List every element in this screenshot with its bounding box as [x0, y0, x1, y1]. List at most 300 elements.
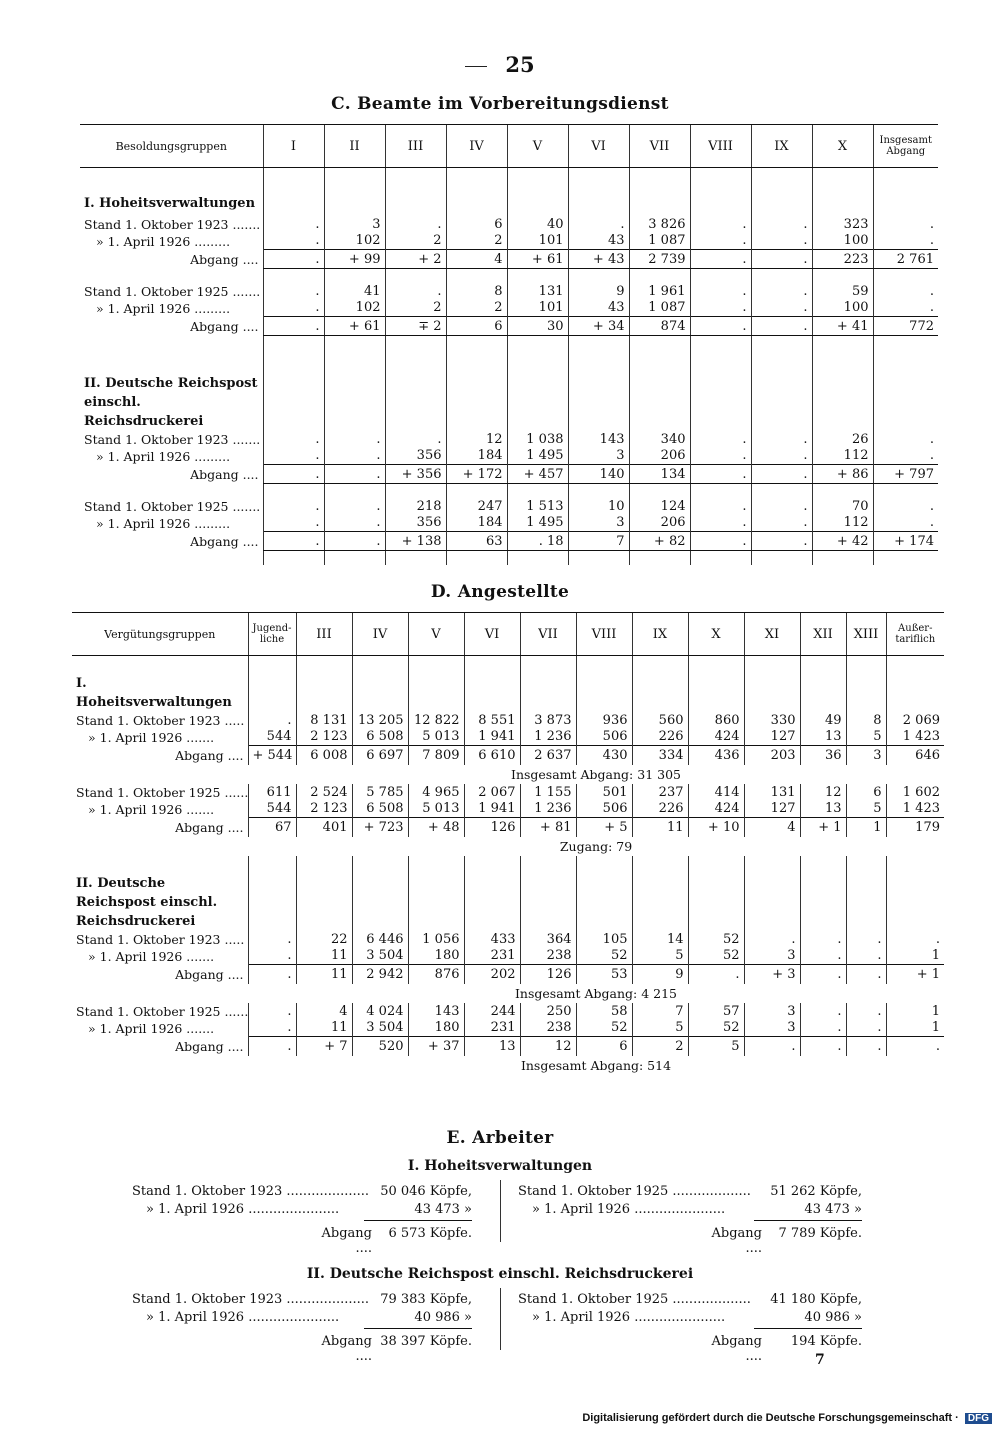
- table-cell: 1 961: [629, 283, 690, 300]
- table-cell: 1 038: [507, 431, 568, 448]
- block-total: Insgesamt Abgang: 4 215: [514, 985, 678, 1001]
- table-cell: .: [751, 233, 812, 250]
- abgang-row: [80, 532, 938, 551]
- table-cell: 52: [688, 1020, 744, 1037]
- sum-cell: 36: [800, 746, 846, 765]
- table-cell: 1 423: [886, 729, 944, 746]
- sum-cell: + 3: [744, 965, 800, 984]
- table-cell: 5: [632, 1020, 688, 1037]
- table-cell: 206: [629, 448, 690, 465]
- d-header-0: Vergütungsgruppen: [72, 613, 248, 656]
- table-cell: .: [744, 931, 800, 948]
- dfg-logo: DFG: [965, 1413, 992, 1424]
- table-cell: 11: [296, 1020, 352, 1037]
- sum-cell: 140: [568, 465, 629, 484]
- sum-cell: .: [690, 532, 751, 551]
- table-cell: .: [690, 300, 751, 317]
- table-cell: 218: [385, 498, 446, 515]
- table-cell: 5 013: [408, 801, 464, 818]
- table-row: [72, 729, 944, 746]
- d-header-13: Außer-tariflich: [886, 613, 944, 656]
- table-cell: .: [846, 1020, 886, 1037]
- table-cell: 52: [688, 931, 744, 948]
- d-header-1: Jugend-liche: [248, 613, 296, 656]
- table-row: [80, 233, 938, 250]
- sum-cell: + 138: [385, 532, 446, 551]
- row-label: Abgang ....: [190, 251, 259, 267]
- table-cell: .: [263, 515, 324, 532]
- sum-cell: 430: [576, 746, 632, 765]
- table-cell: 2 067: [464, 784, 520, 801]
- arbeiter-row-label: » 1. April 1926 ......................: [532, 1310, 726, 1325]
- sum-cell: + 723: [352, 818, 408, 837]
- table-cell: 424: [688, 801, 744, 818]
- sum-cell: + 43: [568, 250, 629, 269]
- table-cell: 2 524: [296, 784, 352, 801]
- abgang-row: [72, 746, 944, 765]
- d-header-11: XII: [800, 613, 846, 656]
- table-cell: 100: [812, 233, 873, 250]
- table-cell: .: [873, 216, 938, 233]
- row-label: Abgang ....: [190, 533, 259, 549]
- sum-cell: .: [751, 465, 812, 484]
- table-cell: 226: [632, 729, 688, 746]
- page-number: 25: [0, 52, 1000, 77]
- table-cell: 1 423: [886, 801, 944, 818]
- row-label: Stand 1. Oktober 1923 .....: [76, 931, 245, 947]
- table-cell: 238: [520, 948, 576, 965]
- sum-cell: 874: [629, 317, 690, 336]
- d-header-4: V: [408, 613, 464, 656]
- sum-cell: .: [800, 1037, 846, 1056]
- sum-cell: 63: [446, 532, 507, 551]
- table-cell: 1 056: [408, 931, 464, 948]
- sum-cell: + 2: [385, 250, 446, 269]
- table-cell: 424: [688, 729, 744, 746]
- abgang-row: [72, 818, 944, 837]
- block-total: Insgesamt Abgang: 31 305: [511, 766, 681, 782]
- table-cell: 100: [812, 300, 873, 317]
- sum-cell: 436: [688, 746, 744, 765]
- table-cell: 3 873: [520, 712, 576, 729]
- c-header-2: II: [324, 125, 385, 168]
- sum-cell: .: [751, 532, 812, 551]
- table-cell: 2 123: [296, 729, 352, 746]
- sum-cell: .: [690, 465, 751, 484]
- sum-cell: 772: [873, 317, 938, 336]
- table-cell: 1 087: [629, 300, 690, 317]
- c-group-heading: II. Deutsche Reichspost einschl. Reichsdruckerei: [84, 375, 258, 429]
- d-header-3: IV: [352, 613, 408, 656]
- arbeiter-row-label: Stand 1. Oktober 1923 ....................: [132, 1184, 370, 1199]
- sum-cell: 53: [576, 965, 632, 984]
- sum-cell: 223: [812, 250, 873, 269]
- sum-cell: .: [263, 532, 324, 551]
- abgang-value: 38 397 Köpfe.: [380, 1334, 472, 1349]
- abgang-row: [80, 317, 938, 336]
- table-cell: 43: [568, 300, 629, 317]
- sum-cell: + 99: [324, 250, 385, 269]
- table-cell: 8 551: [464, 712, 520, 729]
- sum-cell: 11: [296, 965, 352, 984]
- sum-cell: .: [248, 1037, 296, 1056]
- table-cell: .: [751, 431, 812, 448]
- table-cell: 206: [629, 515, 690, 532]
- table-cell: .: [873, 498, 938, 515]
- arbeiter-row-label: » 1. April 1926 ......................: [146, 1202, 340, 1217]
- table-cell: .: [248, 1003, 296, 1020]
- table-cell: 6: [846, 784, 886, 801]
- row-label: » 1. April 1926 .........: [96, 233, 231, 249]
- table-cell: 1: [886, 948, 944, 965]
- sum-cell: 6 008: [296, 746, 352, 765]
- table-cell: .: [385, 216, 446, 233]
- table-cell: 5 013: [408, 729, 464, 746]
- table-cell: 3: [568, 448, 629, 465]
- c-header-9: IX: [751, 125, 812, 168]
- table-cell: .: [263, 498, 324, 515]
- table-cell: 860: [688, 712, 744, 729]
- sum-cell: + 86: [812, 465, 873, 484]
- sum-cell: .: [744, 1037, 800, 1056]
- c-header-8: VIII: [690, 125, 751, 168]
- footer-credit: Digitalisierung gefördert durch die Deutsche Forschungsgemeinschaft · DFG: [582, 1412, 992, 1424]
- sum-cell: 9: [632, 965, 688, 984]
- row-label: Abgang ....: [175, 1038, 244, 1054]
- table-cell: 112: [812, 448, 873, 465]
- table-cell: 70: [812, 498, 873, 515]
- sum-cell: + 174: [873, 532, 938, 551]
- table-cell: 13 205: [352, 712, 408, 729]
- table-cell: 237: [632, 784, 688, 801]
- abgang-row: [80, 465, 938, 484]
- d-header-12: XIII: [846, 613, 886, 656]
- table-cell: 12 822: [408, 712, 464, 729]
- table-cell: 364: [520, 931, 576, 948]
- table-cell: .: [690, 448, 751, 465]
- table-row: [72, 1003, 944, 1020]
- table-cell: 356: [385, 448, 446, 465]
- sum-cell: 1: [846, 818, 886, 837]
- table-cell: .: [263, 448, 324, 465]
- table-cell: 1 941: [464, 801, 520, 818]
- sum-cell: 7: [568, 532, 629, 551]
- abgang-row: [80, 250, 938, 269]
- table-cell: 143: [408, 1003, 464, 1020]
- table-cell: 611: [248, 784, 296, 801]
- row-label: Stand 1. Oktober 1925 ......: [76, 1003, 248, 1019]
- d-header-6: VII: [520, 613, 576, 656]
- table-cell: 5: [846, 801, 886, 818]
- row-label: Abgang ....: [190, 318, 259, 334]
- row-label: » 1. April 1926 .......: [88, 1020, 215, 1036]
- c-header-6: VI: [568, 125, 629, 168]
- c-header-3: III: [385, 125, 446, 168]
- sum-cell: 126: [520, 965, 576, 984]
- table-row: [72, 784, 944, 801]
- table-cell: .: [751, 448, 812, 465]
- sum-cell: + 544: [248, 746, 296, 765]
- sum-cell: + 41: [812, 317, 873, 336]
- table-cell: 57: [688, 1003, 744, 1020]
- row-label: » 1. April 1926 .......: [88, 729, 215, 745]
- table-cell: 124: [629, 498, 690, 515]
- table-cell: 4: [296, 1003, 352, 1020]
- table-cell: 14: [632, 931, 688, 948]
- table-cell: 244: [464, 1003, 520, 1020]
- arbeiter-value: 43 473 »: [414, 1202, 472, 1217]
- table-cell: 131: [744, 784, 800, 801]
- sum-cell: 2 761: [873, 250, 938, 269]
- table-cell: 238: [520, 1020, 576, 1037]
- c-header-4: IV: [446, 125, 507, 168]
- arbeiter-value: 43 473 »: [804, 1202, 862, 1217]
- table-cell: 2: [385, 233, 446, 250]
- table-cell: 105: [576, 931, 632, 948]
- sum-cell: 4: [744, 818, 800, 837]
- table-row: [80, 300, 938, 317]
- sum-cell: 203: [744, 746, 800, 765]
- table-cell: 3: [568, 515, 629, 532]
- sum-cell: + 457: [507, 465, 568, 484]
- sum-cell: 2: [632, 1037, 688, 1056]
- table-cell: .: [800, 948, 846, 965]
- table-cell: .: [690, 283, 751, 300]
- table-cell: 2: [446, 300, 507, 317]
- table-cell: .: [846, 931, 886, 948]
- arbeiter-row-label: Stand 1. Oktober 1925 ...................: [518, 1292, 751, 1307]
- table-cell: 2 069: [886, 712, 944, 729]
- d-group-heading: II. Deutsche Reichspost einschl. Reichsdruckerei: [76, 875, 218, 929]
- row-label: Abgang ....: [175, 966, 244, 982]
- sum-cell: 126: [464, 818, 520, 837]
- table-cell: .: [248, 931, 296, 948]
- table-cell: .: [846, 1003, 886, 1020]
- row-label: Stand 1. Oktober 1925 ......: [76, 784, 248, 800]
- table-cell: 52: [688, 948, 744, 965]
- table-cell: .: [248, 712, 296, 729]
- sum-cell: + 42: [812, 532, 873, 551]
- table-cell: 127: [744, 801, 800, 818]
- table-row: [80, 498, 938, 515]
- abgang-label: Abgang ....: [321, 1334, 372, 1364]
- sum-cell: 2 942: [352, 965, 408, 984]
- table-cell: .: [324, 515, 385, 532]
- table-cell: .: [873, 448, 938, 465]
- sum-cell: + 81: [520, 818, 576, 837]
- table-cell: 5: [846, 729, 886, 746]
- table-cell: .: [568, 216, 629, 233]
- table-cell: 2: [385, 300, 446, 317]
- sum-cell: 7 809: [408, 746, 464, 765]
- d-header-9: X: [688, 613, 744, 656]
- table-cell: 131: [507, 283, 568, 300]
- table-cell: .: [690, 431, 751, 448]
- table-cell: .: [873, 300, 938, 317]
- table-cell: 1: [886, 1003, 944, 1020]
- abgang-label: Abgang ....: [711, 1226, 762, 1256]
- table-cell: 12: [446, 431, 507, 448]
- arbeiter-group-heading: II. Deutsche Reichspost einschl. Reichsdruckerei: [306, 1266, 694, 1282]
- table-cell: 247: [446, 498, 507, 515]
- table-cell: 3 504: [352, 948, 408, 965]
- table-row: [72, 931, 944, 948]
- row-label: Abgang ....: [190, 466, 259, 482]
- table-cell: .: [324, 431, 385, 448]
- table-cell: 2 123: [296, 801, 352, 818]
- table-cell: .: [873, 515, 938, 532]
- table-row: [80, 216, 938, 233]
- arbeiter-row-label: » 1. April 1926 ......................: [146, 1310, 340, 1325]
- section-d-title: D. Angestellte: [430, 582, 570, 602]
- table-cell: 1 236: [520, 801, 576, 818]
- row-label: » 1. April 1926 .........: [96, 448, 231, 464]
- sum-cell: + 61: [324, 317, 385, 336]
- table-cell: 2: [446, 233, 507, 250]
- sum-cell: 11: [632, 818, 688, 837]
- arbeiter-row-label: » 1. April 1926 ......................: [532, 1202, 726, 1217]
- sum-cell: 134: [629, 465, 690, 484]
- d-header-10: XI: [744, 613, 800, 656]
- row-label: » 1. April 1926 .......: [88, 948, 215, 964]
- table-cell: 3 826: [629, 216, 690, 233]
- table-cell: 49: [800, 712, 846, 729]
- arbeiter-value: 41 180 Köpfe,: [770, 1292, 862, 1307]
- table-cell: 59: [812, 283, 873, 300]
- sum-cell: 2 637: [520, 746, 576, 765]
- row-label: Stand 1. Oktober 1923 .......: [84, 431, 261, 447]
- table-cell: 102: [324, 233, 385, 250]
- d-header-7: VIII: [576, 613, 632, 656]
- sum-cell: .: [688, 965, 744, 984]
- sum-cell: .: [263, 250, 324, 269]
- table-cell: 544: [248, 729, 296, 746]
- abgang-value: 6 573 Köpfe.: [388, 1226, 472, 1241]
- signature-mark: 7: [815, 1352, 825, 1368]
- table-cell: 13: [800, 801, 846, 818]
- table-row: [72, 1020, 944, 1037]
- table-cell: 9: [568, 283, 629, 300]
- table-cell: 8 131: [296, 712, 352, 729]
- sum-cell: .: [751, 317, 812, 336]
- table-cell: 101: [507, 300, 568, 317]
- table-cell: .: [263, 300, 324, 317]
- sum-cell: 876: [408, 965, 464, 984]
- table-cell: 3: [744, 1003, 800, 1020]
- abgang-label: Abgang ....: [321, 1226, 372, 1256]
- arbeiter-row-label: Stand 1. Oktober 1925 ...................: [518, 1184, 751, 1199]
- table-cell: .: [248, 948, 296, 965]
- table-cell: 3: [324, 216, 385, 233]
- table-row: [80, 283, 938, 300]
- table-cell: .: [263, 233, 324, 250]
- d-header-2: III: [296, 613, 352, 656]
- table-row: [72, 948, 944, 965]
- table-cell: 1 155: [520, 784, 576, 801]
- table-cell: .: [873, 431, 938, 448]
- sum-cell: + 172: [446, 465, 507, 484]
- d-header-5: VI: [464, 613, 520, 656]
- c-header-0: Besoldungsgruppen: [80, 125, 263, 168]
- table-cell: 180: [408, 948, 464, 965]
- table-cell: 127: [744, 729, 800, 746]
- table-cell: 936: [576, 712, 632, 729]
- footer-text: Digitalisierung gefördert durch die Deutsche Forschungsgemeinschaft: [582, 1412, 953, 1424]
- section-c-title: C. Beamte im Vorbereitungsdienst: [331, 94, 669, 114]
- sum-cell: .: [263, 317, 324, 336]
- table-cell: 40: [507, 216, 568, 233]
- table-cell: .: [263, 216, 324, 233]
- table-cell: .: [263, 283, 324, 300]
- table-cell: 1 941: [464, 729, 520, 746]
- table-cell: 1 495: [507, 515, 568, 532]
- table-cell: 180: [408, 1020, 464, 1037]
- abgang-value: 194 Köpfe.: [790, 1334, 862, 1349]
- abgang-value: 7 789 Köpfe.: [778, 1226, 862, 1241]
- arbeiter-value: 40 986 »: [804, 1310, 862, 1325]
- table-cell: 226: [632, 801, 688, 818]
- section-e-title: E. Arbeiter: [446, 1128, 554, 1148]
- table-cell: 340: [629, 431, 690, 448]
- section-d-table: [72, 612, 944, 1075]
- sum-cell: .: [846, 965, 886, 984]
- table-cell: 6 508: [352, 729, 408, 746]
- table-cell: 58: [576, 1003, 632, 1020]
- c-group-heading: I. Hoheitsverwaltungen: [84, 196, 256, 211]
- table-cell: 41: [324, 283, 385, 300]
- table-row: [80, 448, 938, 465]
- abgang-label: Abgang ....: [711, 1334, 762, 1364]
- table-cell: 184: [446, 448, 507, 465]
- sum-cell: + 1: [800, 818, 846, 837]
- table-cell: 3 504: [352, 1020, 408, 1037]
- table-cell: 6 446: [352, 931, 408, 948]
- row-label: Abgang ....: [175, 747, 244, 763]
- table-cell: .: [690, 515, 751, 532]
- table-cell: .: [873, 233, 938, 250]
- table-cell: .: [846, 948, 886, 965]
- table-cell: .: [886, 931, 944, 948]
- sum-cell: 179: [886, 818, 944, 837]
- table-cell: .: [751, 515, 812, 532]
- abgang-row: [72, 1037, 944, 1056]
- row-label: » 1. April 1926 .......: [88, 801, 215, 817]
- row-label: » 1. April 1926 .........: [96, 515, 231, 531]
- table-cell: .: [263, 431, 324, 448]
- sum-cell: + 5: [576, 818, 632, 837]
- table-cell: 231: [464, 1020, 520, 1037]
- sum-cell: 6: [446, 317, 507, 336]
- c-header-1: I: [263, 125, 324, 168]
- table-cell: 6: [446, 216, 507, 233]
- table-cell: 560: [632, 712, 688, 729]
- table-cell: .: [800, 1020, 846, 1037]
- sum-cell: ∓ 2: [385, 317, 446, 336]
- table-cell: .: [690, 498, 751, 515]
- sum-cell: .: [324, 532, 385, 551]
- table-cell: 1 236: [520, 729, 576, 746]
- table-cell: 250: [520, 1003, 576, 1020]
- arbeiter-group-heading: I. Hoheitsverwaltungen: [407, 1158, 593, 1174]
- sum-cell: .: [690, 317, 751, 336]
- sum-cell: 3: [846, 746, 886, 765]
- table-cell: 8: [846, 712, 886, 729]
- sum-cell: 6 697: [352, 746, 408, 765]
- row-label: Stand 1. Oktober 1925 .......: [84, 283, 261, 299]
- sum-cell: + 7: [296, 1037, 352, 1056]
- sum-cell: + 48: [408, 818, 464, 837]
- table-cell: 13: [800, 729, 846, 746]
